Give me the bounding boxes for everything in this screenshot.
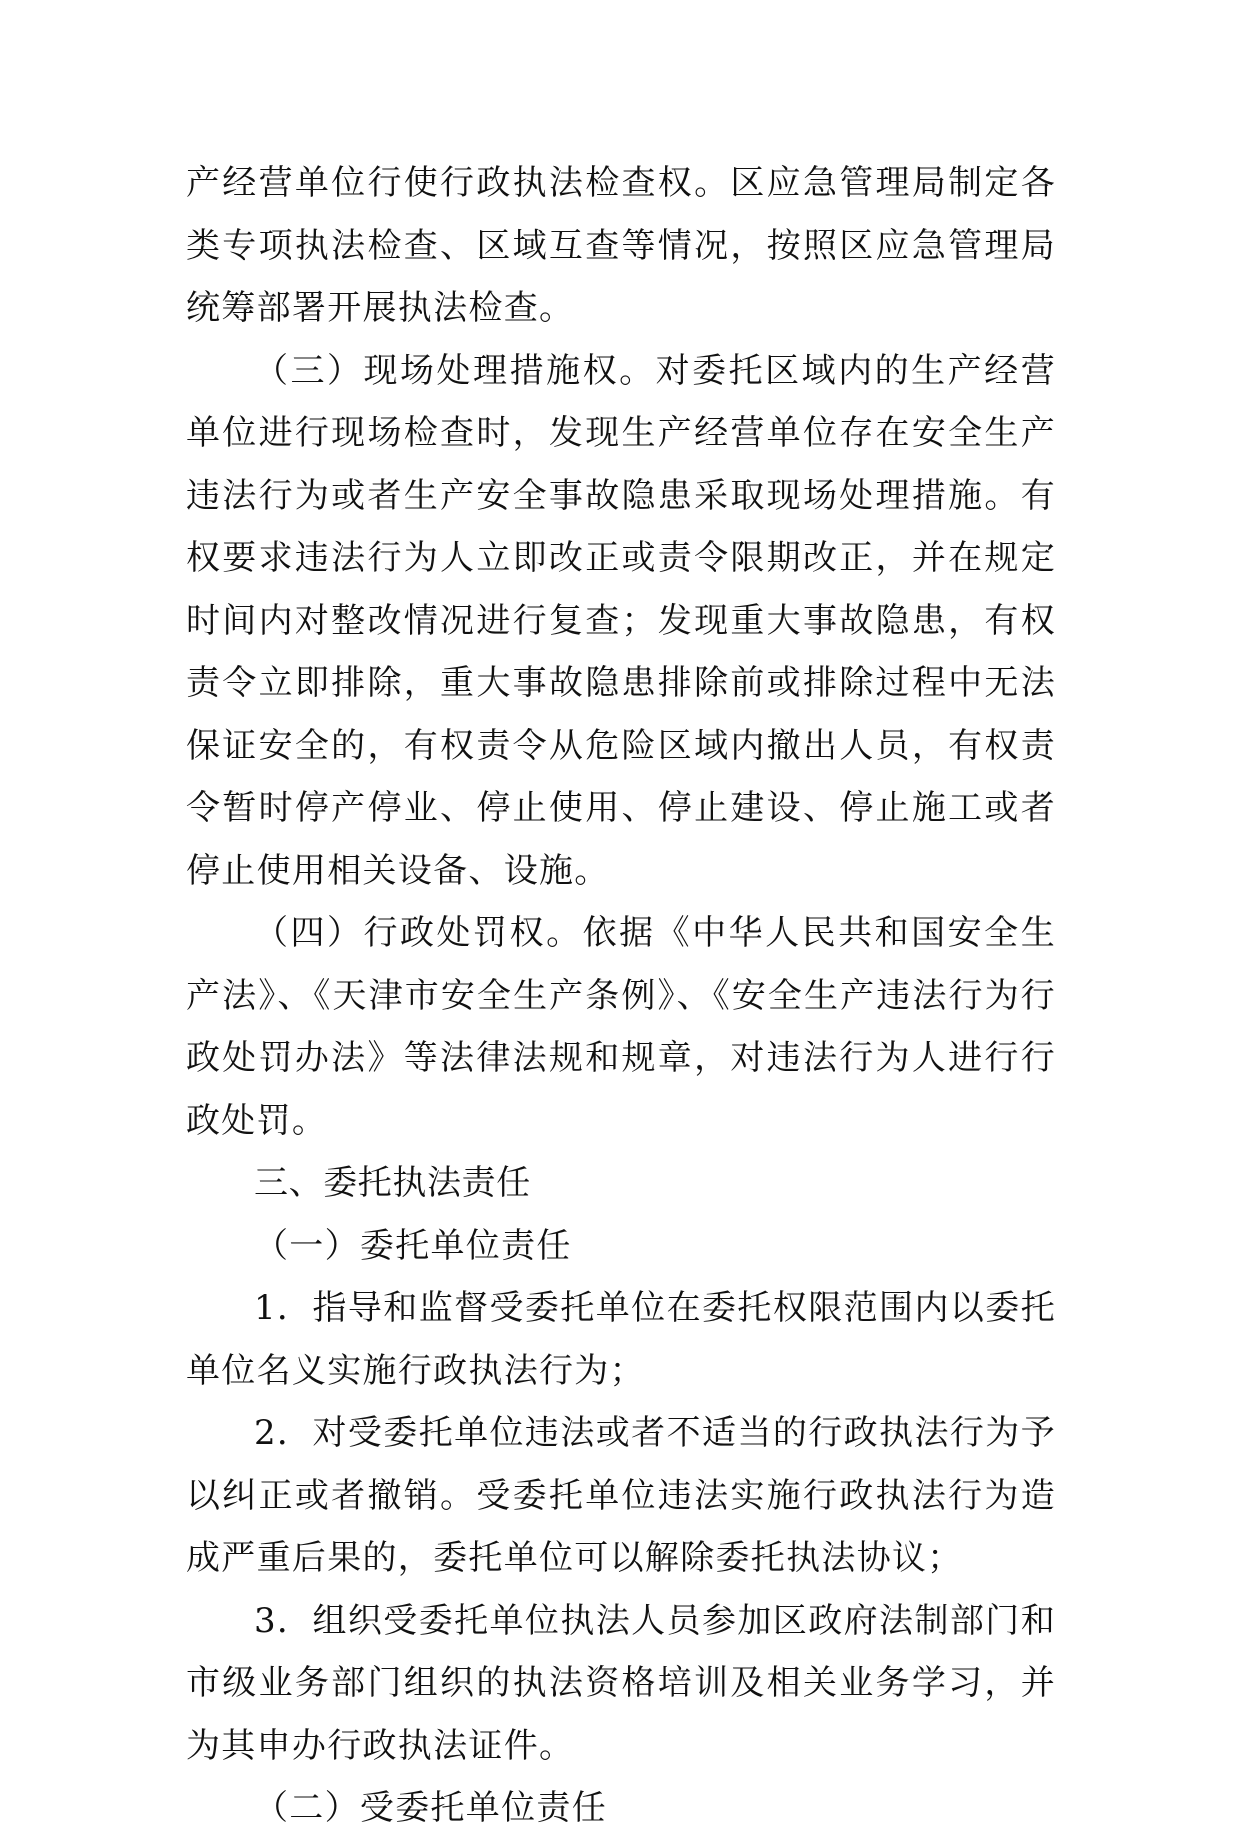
paragraph-administrative-penalty: （四）行政处罚权。依据《中华人民共和国安全生产法》、《天津市安全生产条例》、《安全生产违法行为行政处罚办法》等法律法规和规章，对违法行为人进行行政处罚。	[186, 913, 1056, 1141]
paragraph-continued-inspection: 产经营单位行使行政执法检查权。区应急管理局制定各类专项执法检查、区域互查等情况，按照区应急管理局统筹部署开展执法检查。	[186, 163, 1056, 328]
document-body	[186, 152, 1056, 1840]
subheading-entrusted-unit: （二）受委托单位责任	[254, 1788, 607, 1828]
list-item-correct-revoke: 2．对受委托单位违法或者不适当的行政执法行为予以纠正或者撤销。受委托单位违法实施行政执法行为造成严重后果的，委托单位可以解除委托执法协议；	[186, 1413, 1056, 1578]
paragraph-onsite-measures: （三）现场处理措施权。对委托区域内的生产经营单位进行现场检查时，发现生产经营单位存在安全生产违法行为或者生产安全事故隐患采取现场处理措施。有权要求违法行为人立即改正或责令限期改正，并在规定时间内对整改情况进行复查；发现重大事故隐患，有权责令立即排除，重大事故隐患排除前或排除过程中无法保证安全的，有权责令从危险区域内撤出人员，有权责令暂时停产停业、停止使用、停止建设、停止施工或者停止使用相关设备、设施。	[186, 350, 1056, 891]
list-item-guide-supervise: 1．指导和监督受委托单位在委托权限范围内以委托单位名义实施行政执法行为；	[186, 1288, 1056, 1391]
list-item-training-certificates: 3．组织受委托单位执法人员参加区政府法制部门和市级业务部门组织的执法资格培训及相关业务学习，并为其申办行政执法证件。	[186, 1600, 1056, 1766]
section-heading-entrusted-responsibility: 三、委托执法责任	[254, 1163, 531, 1203]
subheading-entrusting-unit: （一）委托单位责任	[254, 1225, 572, 1266]
